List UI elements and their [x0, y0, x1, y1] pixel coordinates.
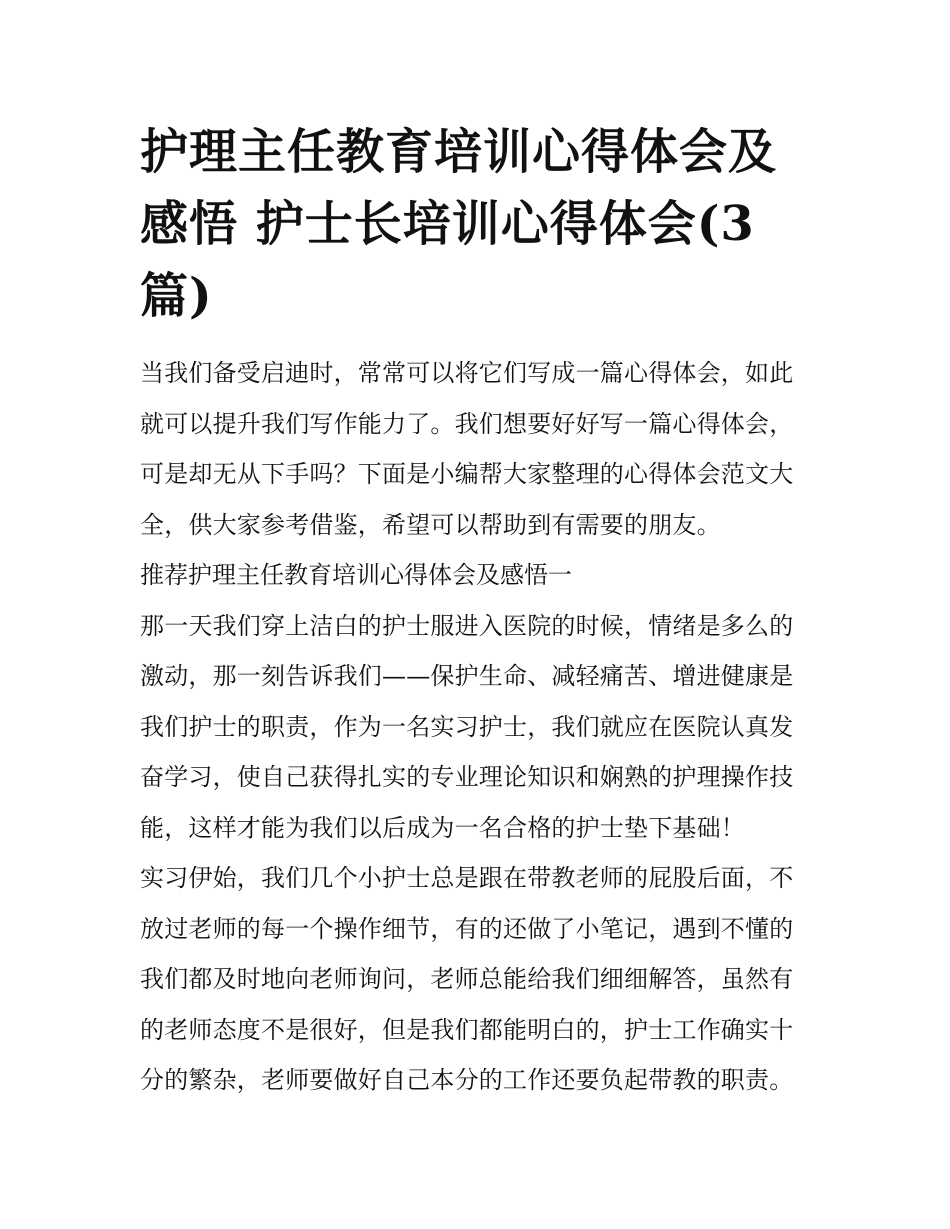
document-title: 护理主任教育培训心得体会及感悟 护士长培训心得体会(3篇) — [140, 124, 778, 324]
body-paragraph-1: 那一天我们穿上洁白的护士服进入医院的时候，情绪是多么的激动，那一刻告诉我们——保护生命、减轻痛苦、增进健康是我们护士的职责，作为一名实习护士，我们就应在医院认真发奋学习，使自己获得扎实的专业理论知识和娴熟的护理操作技能，这样才能为我们以后成为一名合格的护士垫下基础！ — [140, 611, 794, 842]
body-paragraph-2: 实习伊始，我们几个小护士总是跟在带教老师的屁股后面，不放过老师的每一个操作细节，有的还做了小笔记，遇到不懂的我们都及时地向老师询问，老师总能给我们细细解答，虽然有的老师态度不是很好，但是我们都能明白的，护士工作确实十分的繁杂，老师要做好自己本分的工作还要负起带教的职责。 — [140, 864, 794, 1094]
document-body — [140, 348, 814, 1106]
intro-paragraph: 当我们备受启迪时，常常可以将它们写成一篇心得体会，如此就可以提升我们写作能力了。我们想要好好写一篇心得体会，可是却无从下手吗？下面是小编帮大家整理的心得体会范文大全，供大家参考借鉴，希望可以帮助到有需要的朋友。 — [140, 359, 794, 539]
section-heading: 推荐护理主任教育培训心得体会及感悟一 — [140, 561, 572, 589]
